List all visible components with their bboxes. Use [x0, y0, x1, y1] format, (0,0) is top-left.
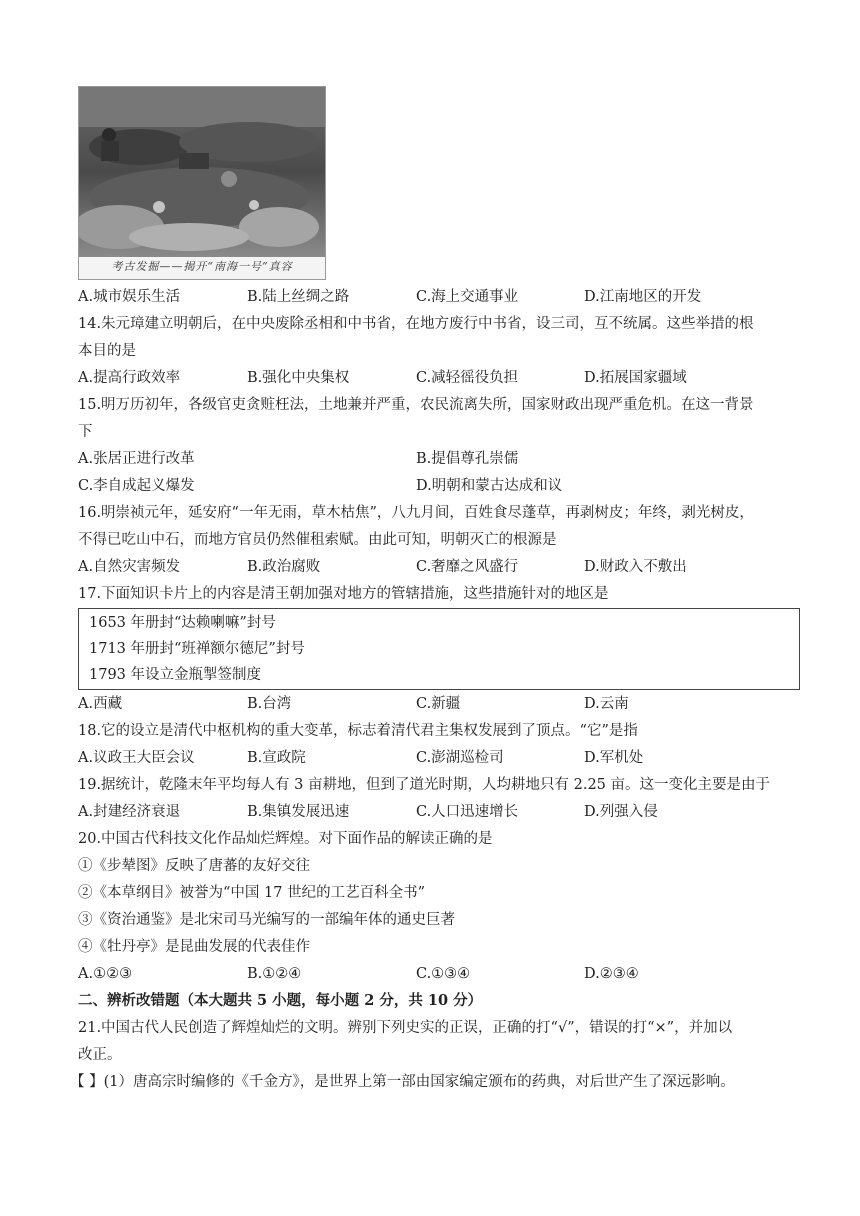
q20-item-1: ①《步辇图》反映了唐蕃的友好交往 [78, 858, 310, 874]
q18-option-d: D.军机处 [584, 750, 644, 766]
q21-item-1: 【 】(1）唐高宗时编修的《千金方》，是世界上第一部由国家编定颁布的药典，对后世产生了深远影响。 [70, 1074, 735, 1090]
q18-option-b: B.宣政院 [247, 750, 306, 766]
q16-option-a: A.自然灾害频发 [78, 559, 181, 575]
q17-option-a: A.西藏 [78, 696, 123, 712]
q17-option-d: D.云南 [584, 696, 629, 712]
q14-option-c: C.减轻徭役负担 [416, 370, 519, 386]
q20-option-b: B.①②④ [247, 966, 302, 982]
section-heading: 二、辨析改错题（本大题共 5 小题，每小题 2 分，共 10 分） [78, 992, 483, 1009]
q21-stem-line2: 改正。 [78, 1047, 122, 1063]
q19-option-c: C.人口迅速增长 [416, 804, 519, 820]
q16-stem-line1: 16.明崇祯元年，延安府“一年无雨，草木枯焦”，八九月间，百姓食尽蓬草，再剥树皮；年终，剥光树皮， [78, 505, 754, 521]
q16-option-d: D.财政入不敷出 [584, 559, 687, 575]
q15-stem-line2: 下 [78, 424, 93, 440]
q21-stem-line1: 21.中国古代人民创造了辉煌灿烂的文明。辨别下列史实的正误，正确的打“√”，错误的打“×”，并加以 [78, 1020, 733, 1036]
q13-option-a: A.城市娱乐生活 [78, 289, 181, 305]
q14-stem-line1: 14.朱元璋建立明朝后，在中央废除丞相和中书省，在地方废行中书省，设三司，互不统属。这些举措的根 [78, 316, 754, 332]
q15-option-b: B.提倡尊孔崇儒 [416, 451, 519, 467]
excavation-scene-image [79, 87, 325, 279]
q13-option-c: C.海上交通事业 [416, 289, 519, 305]
q20-item-3: ③《资治通鉴》是北宋司马光编写的一部编年体的通史巨著 [78, 912, 455, 928]
q15-option-a: A.张居正进行改革 [78, 451, 195, 467]
photo-caption: 考古发掘——揭开“南海一号”真容 [79, 257, 325, 277]
q13-option-b: B.陆上丝绸之路 [247, 289, 350, 305]
q18-option-a: A.议政王大臣会议 [78, 750, 195, 766]
q20-option-c: C.①③④ [416, 966, 471, 982]
q14-option-d: D.拓展国家疆域 [584, 370, 687, 386]
q19-stem: 19.据统计，乾隆末年平均每人有 3 亩耕地，但到了道光时期，人均耕地只有 2.25 亩。这一变化主要是由于 [78, 777, 771, 793]
q17-option-c: C.新疆 [416, 696, 461, 712]
q14-stem-line2: 本目的是 [78, 343, 136, 359]
knowledge-card-row: 1653 年册封“达赖喇嘛”封号 [89, 615, 276, 631]
q13-option-d: D.江南地区的开发 [584, 289, 702, 305]
q20-stem: 20.中国古代科技文化作品灿烂辉煌。对下面作品的解读正确的是 [78, 831, 493, 847]
excavation-photo [78, 86, 326, 280]
q19-option-b: B.集镇发展迅速 [247, 804, 350, 820]
q18-option-c: C.澎湖巡检司 [416, 750, 504, 766]
q20-option-a: A.①②③ [78, 966, 133, 982]
knowledge-card-row: 1793 年设立金瓶掣签制度 [89, 667, 262, 683]
q15-stem-line1: 15.明万历初年，各级官吏贪赃枉法，土地兼并严重，农民流离失所，国家财政出现严重危机。在这一背景 [78, 397, 754, 413]
q18-stem: 18.它的设立是清代中枢机构的重大变革，标志着清代君主集权发展到了顶点。“它”是指 [78, 723, 638, 739]
q16-stem-line2: 不得已吃山中石，而地方官员仍然催租索赋。由此可知，明朝灭亡的根源是 [78, 532, 557, 548]
knowledge-card-row: 1713 年册封“班禅额尔德尼”封号 [89, 641, 305, 657]
q20-option-d: D.②③④ [584, 966, 639, 982]
q15-option-d: D.明朝和蒙古达成和议 [416, 478, 563, 494]
q17-option-b: B.台湾 [247, 696, 292, 712]
q14-option-b: B.强化中央集权 [247, 370, 350, 386]
q20-item-4: ④《牡丹亭》是昆曲发展的代表佳作 [78, 939, 310, 955]
q17-stem: 17.下面知识卡片上的内容是清王朝加强对地方的管辖措施，这些措施针对的地区是 [78, 586, 609, 602]
q20-item-2: ②《本草纲目》被誉为“中国 17 世纪的工艺百科全书” [78, 885, 425, 901]
q19-option-a: A.封建经济衰退 [78, 804, 181, 820]
q19-option-d: D.列强入侵 [584, 804, 658, 820]
knowledge-card [78, 608, 800, 690]
q16-option-c: C.奢靡之风盛行 [416, 559, 519, 575]
q14-option-a: A.提高行政效率 [78, 370, 181, 386]
q15-option-c: C.李自成起义爆发 [78, 478, 195, 494]
q16-option-b: B.政治腐败 [247, 559, 321, 575]
